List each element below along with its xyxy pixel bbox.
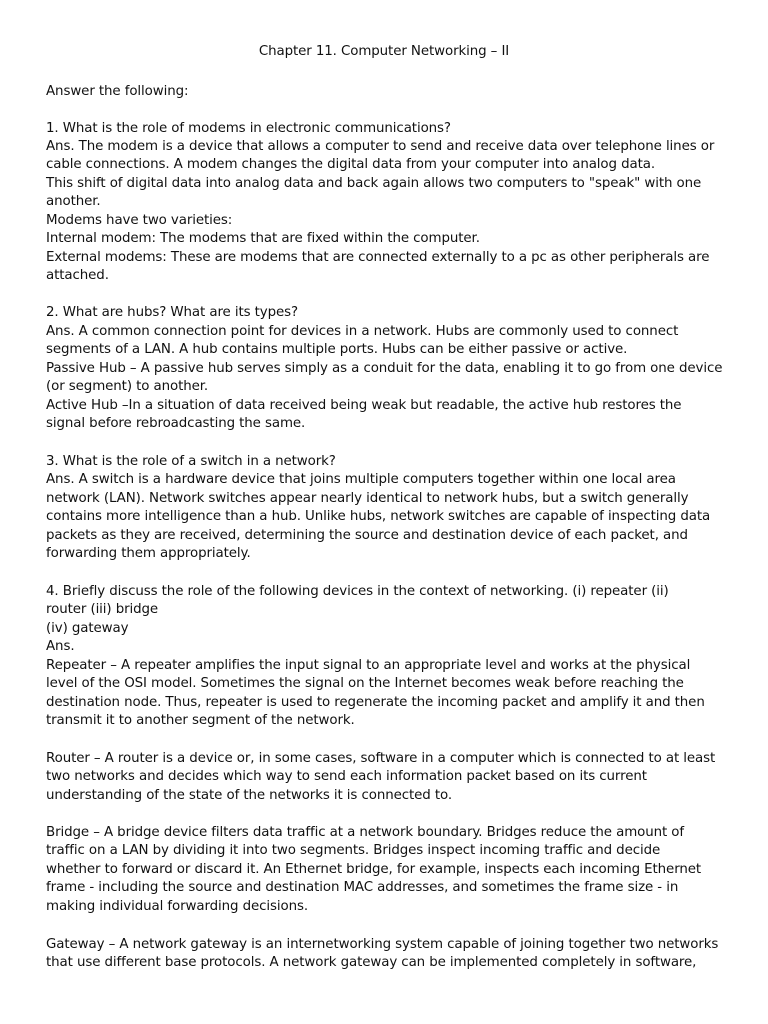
answer-1-line-7: External modems: These are modems that are connected externally to a pc as other peripherals are [46,250,710,265]
bridge-line-4: frame - including the source and destination MAC addresses, and sometimes the frame size - in [46,880,679,895]
answer-1-line-6: Internal modem: The modems that are fixed within the computer. [46,231,480,246]
answer-1-line-5: Modems have two varieties: [46,213,233,228]
repeater-line-4: transmit it to another segment of the network. [46,713,355,728]
answer-1-line-2: cable connections. A modem changes the digital data from your computer into analog data. [46,157,655,172]
gateway-line-2: that use different base protocols. A network gateway can be implemented completely in software, [46,955,697,970]
bridge-line-5: making individual forwarding decisions. [46,899,309,914]
answer-3-line-3: contains more intelligence than a hub. Unlike hubs, network switches are capable of inspecting data [46,509,711,524]
answer-3-line-1: Ans. A switch is a hardware device that joins multiple computers together within one local area [46,472,676,487]
question-4-line-3: (iv) gateway [46,621,129,636]
answer-4-label: Ans. [46,639,75,654]
answer-1-line-1: Ans. The modem is a device that allows a computer to send and receive data over telephone lines or [46,139,715,154]
bridge-line-3: whether to forward or discard it. An Ethernet bridge, for example, inspects each incoming Ethernet [46,862,702,877]
answer-2-line-2: segments of a LAN. A hub contains multiple ports. Hubs can be either passive or active. [46,342,628,357]
repeater-line-2: level of the OSI model. Sometimes the signal on the Internet becomes weak before reaching the [46,676,684,691]
question-1: 1. What is the role of modems in electronic communications? [46,121,451,136]
answer-2-line-1: Ans. A common connection point for devices in a network. Hubs are commonly used to connect [46,324,679,339]
answer-3-line-5: forwarding them appropriately. [46,546,251,561]
router-line-2: two networks and decides which way to send each information packet based on its current [46,769,647,784]
gateway-line-1: Gateway – A network gateway is an internetworking system capable of joining together two networks [46,937,719,952]
answer-1-line-8: attached. [46,268,109,283]
bridge-line-2: traffic on a LAN by dividing it into two segments. Bridges inspect incoming traffic and decide [46,843,661,858]
repeater-line-3: destination node. Thus, repeater is used to regenerate the incoming packet and amplify it and then [46,695,705,710]
question-4-line-2: router (iii) bridge [46,602,159,617]
answer-2-line-4: (or segment) to another. [46,379,209,394]
answer-3-line-4: packets as they are received, determining the source and destination device of each packet, and [46,528,688,543]
answer-1-line-3: This shift of digital data into analog data and back again allows two computers to "speak" with one [46,176,702,191]
question-2: 2. What are hubs? What are its types? [46,305,299,320]
instruction-line: Answer the following: [46,84,189,99]
question-4-line-1: 4. Briefly discuss the role of the following devices in the context of networking. (i) repeater (ii) [46,584,669,599]
answer-1-line-4: another. [46,194,101,209]
answer-2-line-6: signal before rebroadcasting the same. [46,416,306,431]
question-3: 3. What is the role of a switch in a network? [46,454,336,469]
answer-3-line-2: network (LAN). Network switches appear nearly identical to network hubs, but a switch generally [46,491,689,506]
chapter-title: Chapter 11. Computer Networking – II [258,44,510,59]
router-line-3: understanding of the state of the networks it is connected to. [46,788,453,803]
bridge-line-1: Bridge – A bridge device filters data traffic at a network boundary. Bridges reduce the amount of [46,825,685,840]
router-line-1: Router – A router is a device or, in some cases, software in a computer which is connected to at least [46,751,716,766]
answer-2-line-5: Active Hub –In a situation of data received being weak but readable, the active hub restores the [46,398,682,413]
repeater-line-1: Repeater – A repeater amplifies the input signal to an appropriate level and works at the physical [46,658,691,673]
answer-2-line-3: Passive Hub – A passive hub serves simply as a conduit for the data, enabling it to go from one device [46,361,723,376]
